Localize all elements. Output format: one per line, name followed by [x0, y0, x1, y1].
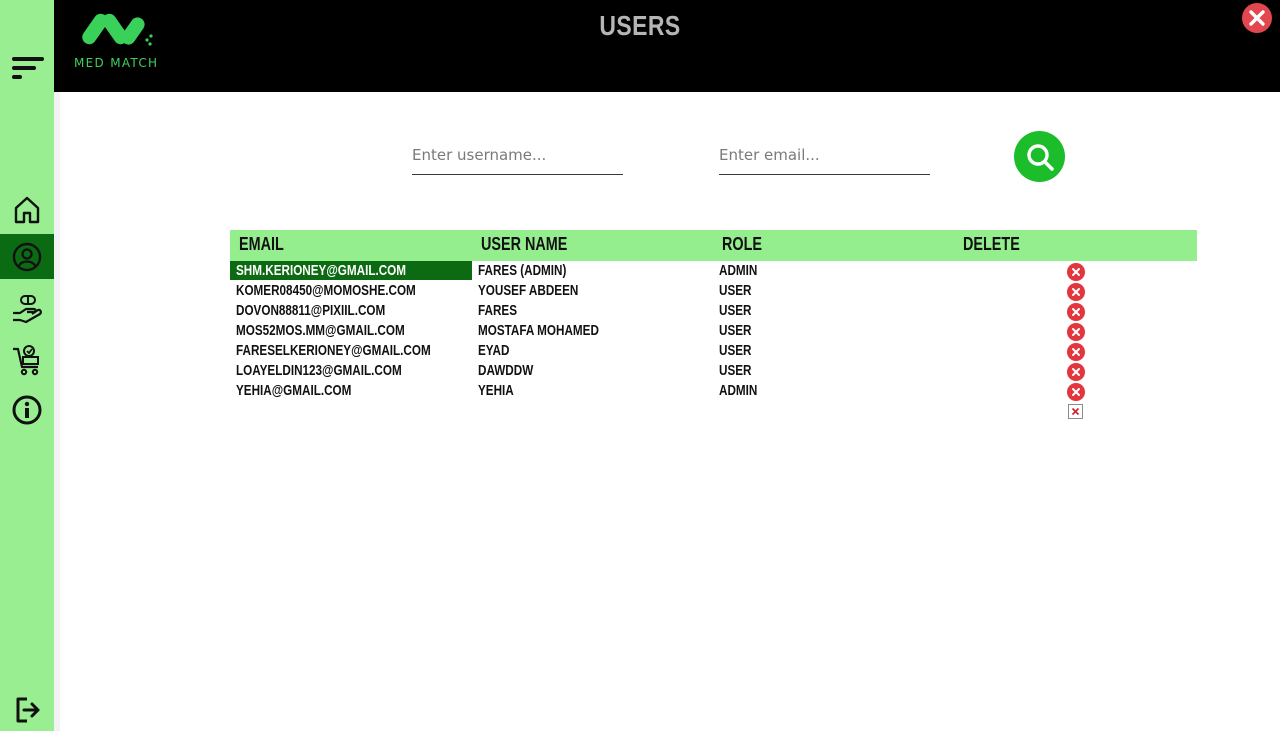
cell-email: KOMER08450@MOMOSHE.COM: [236, 282, 416, 299]
table-row[interactable]: [230, 301, 1197, 321]
column-header-email[interactable]: EMAIL: [239, 234, 284, 254]
cart-icon: [10, 343, 44, 377]
cell-username: DAWDDW: [478, 362, 534, 379]
pill-hand-icon: [10, 293, 44, 325]
cell-role: USER: [719, 302, 752, 319]
delete-user-button[interactable]: [1067, 283, 1085, 301]
column-header-role[interactable]: ROLE: [722, 234, 763, 254]
delete-icon: [1067, 283, 1085, 301]
column-header-username[interactable]: USER NAME: [481, 234, 568, 254]
sidebar-item-orders[interactable]: [0, 339, 54, 381]
delete-icon: [1067, 363, 1085, 381]
cell-role: USER: [719, 342, 752, 359]
search-button[interactable]: [1014, 131, 1065, 182]
cell-role: ADMIN: [719, 262, 758, 279]
delete-icon: [1067, 343, 1085, 361]
cell-username: FARES: [478, 302, 518, 319]
delete-icon: [1067, 263, 1085, 281]
username-search-field: [412, 138, 623, 175]
column-header-delete[interactable]: DELETE: [963, 234, 1020, 254]
table-header: [230, 230, 1197, 261]
table-row[interactable]: [230, 381, 1197, 401]
cell-role: USER: [719, 282, 752, 299]
table-row[interactable]: [230, 361, 1197, 381]
delete-user-button[interactable]: [1067, 323, 1085, 341]
delete-user-button[interactable]: [1067, 383, 1085, 401]
home-icon: [11, 194, 43, 226]
delete-user-button[interactable]: [1067, 303, 1085, 321]
table-body: [230, 261, 1197, 401]
logout-icon: [11, 694, 43, 726]
search-icon: [1024, 141, 1056, 173]
sidebar-item-medicines[interactable]: [0, 289, 54, 329]
brand-name: MED MATCH: [74, 56, 159, 70]
table-row[interactable]: [230, 261, 1197, 281]
content-edge: [54, 92, 60, 731]
cell-email: DOVON88811@PIXIIL.COM: [236, 302, 386, 319]
logout-button[interactable]: [0, 690, 54, 730]
cell-email: YEHIA@GMAIL.COM: [236, 382, 352, 399]
broken-image-icon: [1068, 404, 1083, 419]
cell-username: EYAD: [478, 342, 510, 359]
menu-icon: [8, 51, 46, 85]
delete-user-button[interactable]: [1067, 363, 1085, 381]
cell-username: FARES (ADMIN): [478, 262, 567, 279]
cell-email: LOAYELDIN123@GMAIL.COM: [236, 362, 402, 379]
cell-email: SHM.KERIONEY@GMAIL.COM: [236, 262, 407, 279]
delete-icon: [1067, 303, 1085, 321]
page-title: USERS: [599, 10, 681, 41]
delete-user-button[interactable]: [1067, 343, 1085, 361]
cell-role: USER: [719, 362, 752, 379]
sidebar-item-home[interactable]: [0, 190, 54, 230]
delete-icon: [1067, 323, 1085, 341]
menu-button[interactable]: [0, 46, 54, 90]
email-search-field: [719, 138, 930, 175]
sidebar-item-users[interactable]: [0, 234, 54, 279]
header-bar: [54, 0, 1280, 92]
cell-username: MOSTAFA MOHAMED: [478, 322, 599, 339]
cell-email: MOS52MOS.MM@GMAIL.COM: [236, 322, 405, 339]
cell-role: ADMIN: [719, 382, 758, 399]
delete-user-button[interactable]: [1067, 263, 1085, 281]
info-icon: [11, 394, 43, 426]
username-input[interactable]: [412, 138, 623, 172]
cell-email: FARESELKERIONEY@GMAIL.COM: [236, 342, 431, 359]
user-circle-icon: [11, 241, 43, 273]
table-row[interactable]: [230, 341, 1197, 361]
close-button[interactable]: [1242, 3, 1272, 33]
sidebar-item-about[interactable]: [0, 390, 54, 430]
sidebar: [0, 0, 54, 731]
table-row[interactable]: [230, 321, 1197, 341]
table-row[interactable]: [230, 281, 1197, 301]
delete-icon: [1067, 383, 1085, 401]
cell-username: YOUSEF ABDEEN: [478, 282, 579, 299]
cell-role: USER: [719, 322, 752, 339]
close-icon: [1242, 3, 1272, 33]
email-input[interactable]: [719, 138, 930, 172]
cell-username: YEHIA: [478, 382, 514, 399]
users-table: [230, 230, 1197, 401]
